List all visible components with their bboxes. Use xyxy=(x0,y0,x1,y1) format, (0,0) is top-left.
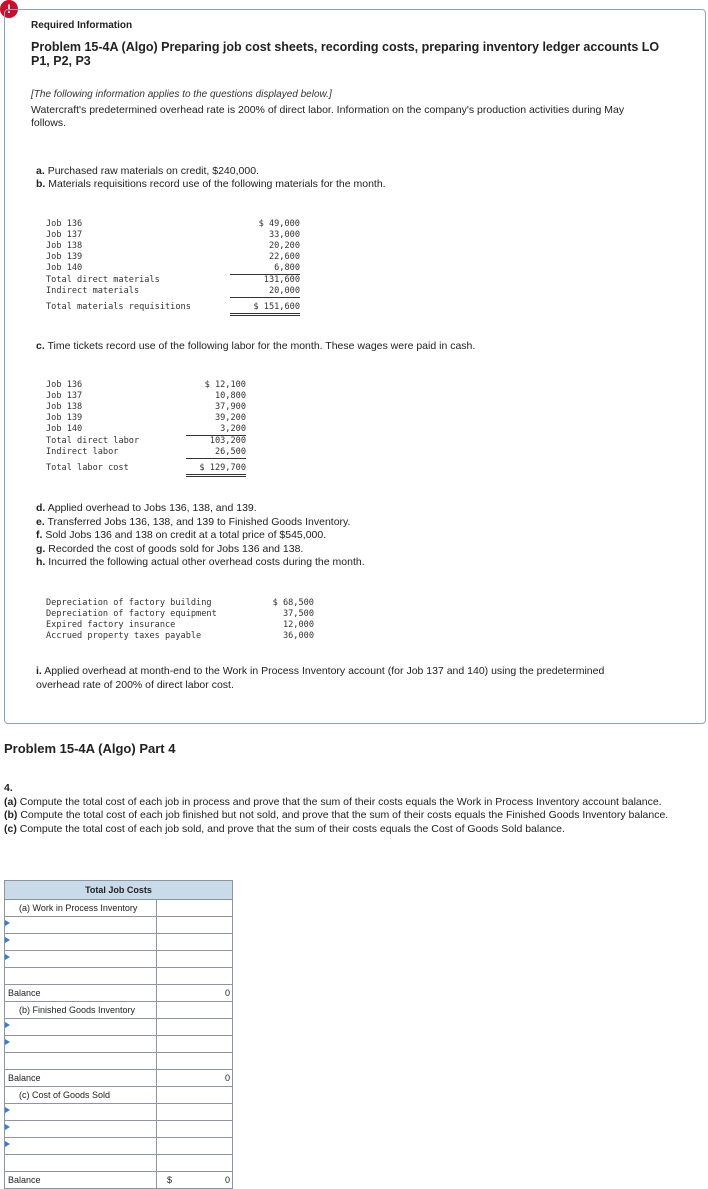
overhead-table xyxy=(46,598,314,642)
list-item: e. Transferred Jobs 136, 138, and 139 to Finished Goods Inventory. xyxy=(36,515,351,528)
cogs-job-input[interactable] xyxy=(5,1104,157,1121)
wip-job-input[interactable] xyxy=(5,934,157,951)
fg-section-label: (b) Finished Goods Inventory xyxy=(5,1002,157,1019)
table-row: Job 137 33,000 xyxy=(46,230,300,240)
item-i: i. Applied overhead at month-end to the Work in Process Inventory account (for Job 137 and 140) using the predetermined overhead rate of 200% of direct labor cost. xyxy=(36,665,605,691)
list-item: d. Applied overhead to Jobs 136, 138, and 139. xyxy=(36,502,257,514)
question-4 xyxy=(4,782,704,836)
table-row: Total direct materials 131,600 xyxy=(46,275,300,285)
list-item: f. Sold Jobs 136 and 138 on credit at a total price of $545,000. xyxy=(36,529,327,541)
total-job-costs-table xyxy=(4,880,233,1189)
wip-section-label: (a) Work in Process Inventory xyxy=(5,900,157,917)
wip-amount-input[interactable] xyxy=(157,951,233,968)
cogs-job-input[interactable] xyxy=(5,1138,157,1155)
question-b: (b) Compute the total cost of each job finished but not sold, and prove that the sum of their costs equals the Finished Goods Inventory balance. xyxy=(4,809,669,821)
table-header-row xyxy=(5,881,233,900)
wip-balance-value: 0 xyxy=(157,985,233,1002)
alert-icon: ! xyxy=(0,0,18,18)
table-row[interactable] xyxy=(5,917,233,934)
item-b: b. Materials requisitions record use of the following materials for the month. xyxy=(36,178,386,190)
table-row: Expired factory insurance 12,000 xyxy=(46,620,314,630)
cogs-job-input[interactable] xyxy=(5,1121,157,1138)
labor-table xyxy=(46,380,246,477)
table-row xyxy=(5,900,233,917)
cogs-balance-value xyxy=(157,1172,233,1189)
table-row[interactable] xyxy=(5,1121,233,1138)
table-row[interactable] xyxy=(5,951,233,968)
fg-amount-input[interactable] xyxy=(157,1019,233,1036)
table-row[interactable] xyxy=(5,934,233,951)
table-header: Total Job Costs xyxy=(5,881,233,900)
wip-job-input[interactable] xyxy=(5,917,157,934)
table-row: Job 140 6,800 xyxy=(46,263,300,273)
fg-balance-value: 0 xyxy=(157,1070,233,1087)
currency-symbol: $ xyxy=(167,1175,173,1185)
table-row[interactable] xyxy=(5,1104,233,1121)
table-row: Job 139 39,200 xyxy=(46,413,246,423)
required-info-heading: Required Information xyxy=(31,20,133,31)
table-row xyxy=(5,985,233,1002)
table-row xyxy=(5,1002,233,1019)
fg-job-input[interactable] xyxy=(5,1019,157,1036)
table-row: Accrued property taxes payable 36,000 xyxy=(46,631,314,641)
cogs-balance-amount: 0 xyxy=(224,1175,230,1185)
table-row[interactable] xyxy=(5,1138,233,1155)
items-d-to-h xyxy=(36,502,365,570)
question-c: (c) Compute the total cost of each job sold, and prove that the sum of their costs equals the Cost of Goods Sold balance. xyxy=(4,822,565,835)
cogs-amount-input[interactable] xyxy=(157,1104,233,1121)
info-note: [The following information applies to the questions displayed below.] xyxy=(31,89,332,100)
wip-job-input[interactable] xyxy=(5,951,157,968)
question-a: (a) Compute the total cost of each job in process and prove that the sum of their costs equals the Work in Process Inventory account balance. xyxy=(4,795,662,808)
table-row: Total materials requisitions $ 151,600 xyxy=(46,302,300,316)
fg-balance-label: Balance xyxy=(5,1070,157,1087)
wip-amount-input[interactable] xyxy=(157,917,233,934)
part-title: Problem 15-4A (Algo) Part 4 xyxy=(4,741,176,756)
table-row: Depreciation of factory equipment 37,500 xyxy=(46,609,314,619)
table-row: Job 138 20,200 xyxy=(46,241,300,251)
table-row: Total direct labor 103,200 xyxy=(46,436,246,446)
table-row xyxy=(5,1172,233,1189)
item-c: c. Time tickets record use of the following labor for the month. These wages were paid in cash. xyxy=(36,340,476,352)
table-row[interactable] xyxy=(5,1019,233,1036)
wip-balance-label: Balance xyxy=(5,985,157,1002)
question-number: 4. xyxy=(4,782,13,794)
cogs-balance-label: Balance xyxy=(5,1172,157,1189)
fg-amount-input[interactable] xyxy=(157,1036,233,1053)
table-row: Job 140 3,200 xyxy=(46,424,246,434)
table-row xyxy=(5,1087,233,1104)
cogs-amount-input[interactable] xyxy=(157,1138,233,1155)
table-row xyxy=(5,1070,233,1087)
table-row: Job 137 10,800 xyxy=(46,391,246,401)
list-item: g. Recorded the cost of goods sold for Jobs 136 and 138. xyxy=(36,542,304,555)
table-row: Indirect materials 20,000 xyxy=(46,286,300,296)
cogs-amount-input[interactable] xyxy=(157,1121,233,1138)
intro-text: Watercraft's predetermined overhead rate is 200% of direct labor. Information on the company's production activities during May follows. xyxy=(31,104,625,129)
table-row: Job 139 22,600 xyxy=(46,252,300,262)
list-item: h. Incurred the following actual other overhead costs during the month. xyxy=(36,556,365,568)
item-a: a. Purchased raw materials on credit, $240,000. xyxy=(36,165,259,177)
table-row xyxy=(5,1053,233,1070)
table-row: Indirect labor 26,500 xyxy=(46,447,246,457)
table-row: Job 136 $ 12,100 xyxy=(46,380,246,390)
problem-title: Problem 15-4A (Algo) Preparing job cost sheets, recording costs, preparing inventory ledger accounts LO P1, P2, P3 xyxy=(31,40,660,68)
table-row[interactable] xyxy=(5,1036,233,1053)
table-row xyxy=(5,968,233,985)
materials-table xyxy=(46,219,300,316)
wip-amount-input[interactable] xyxy=(157,934,233,951)
table-row xyxy=(5,1155,233,1172)
cogs-section-label: (c) Cost of Goods Sold xyxy=(5,1087,157,1104)
table-row: Job 136 $ 49,000 xyxy=(46,219,300,229)
table-row: Total labor cost $ 129,700 xyxy=(46,463,246,477)
table-row: Job 138 37,900 xyxy=(46,402,246,412)
table-row: Depreciation of factory building $ 68,500 xyxy=(46,598,314,608)
fg-job-input[interactable] xyxy=(5,1036,157,1053)
